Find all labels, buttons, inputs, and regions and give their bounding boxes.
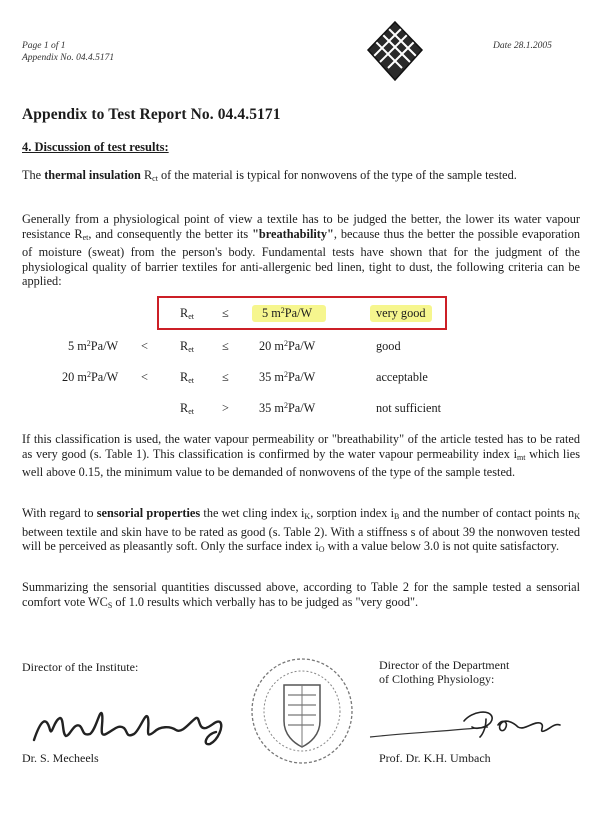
institute-stamp-icon (248, 655, 356, 767)
woven-logo-icon (366, 20, 424, 82)
criteria-operator: > (222, 401, 229, 415)
left-signatory-title: Director of the Institute: (22, 660, 139, 674)
page-info (22, 40, 114, 64)
criteria-operator: ≤ (222, 306, 229, 320)
section-heading: 4. Discussion of test results: (22, 140, 169, 154)
criteria-value: 35 $m^2Pa/W$ (259, 370, 316, 384)
criteria-symbol: $R_{et}$ (180, 370, 194, 385)
appendix-number: Appendix No. 04.4.5171 (22, 53, 115, 63)
criteria-value: 20 $m^2Pa/W$ (259, 339, 316, 353)
paragraph-classification: If this classification is used, the water vapour permeability or "breathability" of the article tested has to be rated as very good (s. Table 1). This classification is confirmed by the water vapour permeability index $i_{mt}$ which lies well above 0.15, the minimum value to be demanded of nonwovens of the type of the sample tested. (22, 432, 581, 480)
paragraph-thermal-insulation: The thermal insulation $R_{ct}$ of the material is typical for nonwovens of the type of the sample tested. (22, 168, 517, 183)
criteria-rating: very good (376, 306, 426, 320)
criteria-operator: ≤ (222, 339, 229, 353)
criteria-rating: not sufficient (376, 401, 442, 415)
criteria-lower-operator: < (141, 339, 148, 353)
criteria-symbol: $R_{et}$ (180, 401, 194, 416)
criteria-lower-operator: < (141, 370, 148, 384)
criteria-lower-bound: 5 $m^2Pa/W$ (68, 339, 119, 353)
criteria-symbol: $R_{et}$ (180, 339, 194, 354)
left-signature-icon (30, 700, 230, 748)
report-date: Date 28.1.2005 (493, 41, 552, 51)
criteria-value: 5 $m^2Pa/W$ (262, 306, 313, 320)
criteria-value: 35 $m^2Pa/W$ (259, 401, 316, 415)
paragraph-summary: Summarizing the sensorial quantities discussed above, according to Table 2 for the sample tested a sensorial comfort vote $WC_S$ of 1.0 results which verbally has to be judged as "very good". (22, 580, 580, 610)
page-number: Page 1 of 1 (22, 41, 66, 51)
right-signature-icon (368, 705, 568, 745)
criteria-rating: good (376, 339, 401, 353)
paragraph-sensorial-properties: With regard to sensorial properties the wet cling index $i_K$, sorption index $i_B$ and the number of contact points $n_K$ between textile and skin have to be rated as good (s. Table 2). With a stiffness s of about 39 the nonwoven tested will be perceived as pleasantly soft. Only the surface index $i_O$ with a value below 3.0 is not quite satisfactory. (22, 506, 580, 555)
right-signatory-title: Director of the Department of Clothing Physiology: (379, 658, 510, 686)
criteria-symbol: $R_{et}$ (180, 306, 194, 321)
criteria-rating: acceptable (376, 370, 428, 384)
page-title: Appendix to Test Report No. 04.4.5171 (22, 106, 281, 123)
criteria-lower-bound: 20 $m^2Pa/W$ (62, 370, 119, 384)
left-signatory-name: Dr. S. Mecheels (22, 751, 99, 765)
criteria-operator: ≤ (222, 370, 229, 384)
right-signatory-name: Prof. Dr. K.H. Umbach (379, 751, 491, 765)
paragraph-breathability: Generally from a physiological point of view a textile has to be judged the better, the lower its water vapour resistance $R_{et}$, and consequently the better its "breathability", because thus the better the possible evaporation of moisture (sweat) from the person's body. Fundamental tests have shown that for the judgment of the physiological quality of barrier textiles for anti-allergenic bed linen, tight to dust, the following criteria can be applied: (22, 212, 580, 289)
